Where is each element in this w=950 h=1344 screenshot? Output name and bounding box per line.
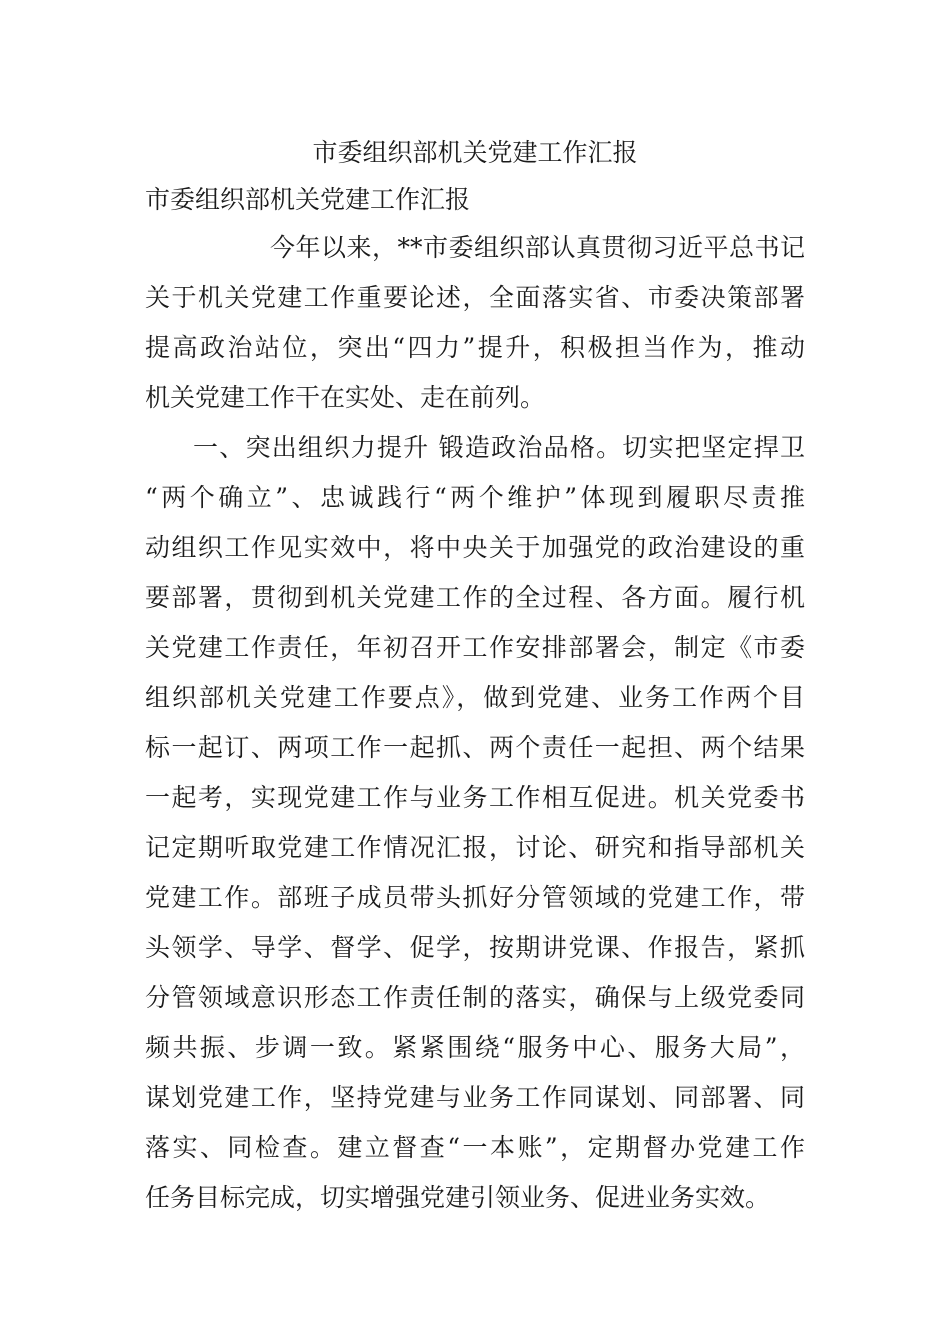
text-line: 谋划党建工作，坚持党建与业务工作同谋划、同部署、同 [145,1083,805,1112]
text-line: 分管领域意识形态工作责任制的落实，确保与上级党委同 [145,983,805,1012]
text-line: 机关党建工作干在实处、走在前列。 [145,383,546,412]
text-line: 组织部机关党建工作要点》，做到党建、业务工作两个目 [145,683,805,712]
text-line: 今年以来，**市委组织部认真贯彻习近平总书记 [270,233,805,262]
text-line: 关党建工作责任，年初召开工作安排部署会，制定《市委 [145,633,805,662]
text-line: 提高政治站位，突出“四力”提升，积极担当作为，推动 [145,333,805,362]
document-title: 市委组织部机关党建工作汇报 [312,138,638,167]
text-line: 频共振、步调一致。紧紧围绕“服务中心、服务大局”， [145,1033,805,1062]
text-line: 落实、同检查。建立督查“一本账”，定期督办党建工作 [145,1133,805,1162]
text-line: 关于机关党建工作重要论述，全面落实省、市委决策部署 [145,283,805,312]
text-line: 要部署，贯彻到机关党建工作的全过程、各方面。履行机 [145,583,805,612]
text-line: 头领学、导学、督学、促学，按期讲党课、作报告，紧抓 [145,933,805,962]
text-line: 记定期听取党建工作情况汇报，讨论、研究和指导部机关 [145,833,805,862]
text-line: 一起考，实现党建工作与业务工作相互促进。机关党委书 [145,783,805,812]
text-line: 党建工作。部班子成员带头抓好分管领域的党建工作，带 [145,883,805,912]
text-line: 一、突出组织力提升 锻造政治品格。切实把坚定捍卫 [193,433,805,462]
text-line: 标一起订、两项工作一起抓、两个责任一起担、两个结果 [145,733,805,762]
document-subtitle: 市委组织部机关党建工作汇报 [145,185,471,214]
text-line: 动组织工作见实效中，将中央关于加强党的政治建设的重 [145,533,805,562]
text-line: “两个确立”、忠诚践行“两个维护”体现到履职尽责推 [145,483,805,512]
text-line: 任务目标完成，切实增强党建引领业务、促进业务实效。 [145,1183,771,1212]
